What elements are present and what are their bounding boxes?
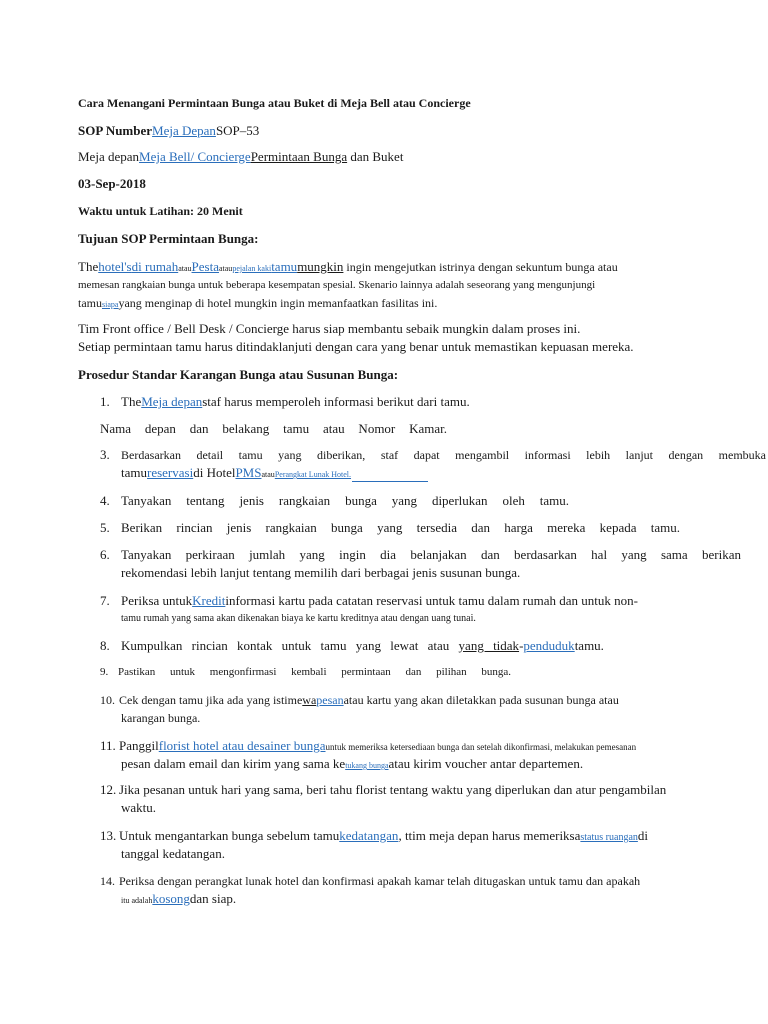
purpose-text: mungkin xyxy=(297,259,344,274)
message-link[interactable]: pesan xyxy=(316,693,344,707)
list-item-14-line-1: Periksa dengan perangkat lunak hotel dan konfirmasi apakah kamar telah ditugaskan untuk tamu dan apakah xyxy=(119,874,641,888)
item-text: dan siap. xyxy=(189,891,237,906)
room-status-link[interactable]: status ruangan xyxy=(580,832,638,843)
item-text: untuk memeriksa ketersediaan bunga dan setelah dikonfirmasi, melakukan pemesanan xyxy=(325,742,637,752)
item-text: tamu xyxy=(121,465,147,480)
item-text: pesan dalam email dan kirim yang sama ke xyxy=(121,756,346,771)
purpose-line-3 xyxy=(78,295,437,313)
purpose-line-1 xyxy=(78,259,618,277)
pms-link[interactable]: PMS xyxy=(235,465,262,480)
purpose-text: yang menginap di hotel mungkin ingin memanfaatkan fasilitas ini. xyxy=(118,296,438,310)
list-item-13-line-1 xyxy=(119,828,648,846)
item-text: atau xyxy=(261,470,275,479)
item-text: Periksa untuk xyxy=(121,593,193,608)
purpose-text: tamu xyxy=(78,296,102,310)
list-number: 8. xyxy=(100,638,110,653)
item-text: atau kirim voucher antar departemen. xyxy=(388,756,584,771)
item-text: tamu. xyxy=(574,638,604,653)
whom-link[interactable]: siapa xyxy=(102,300,119,309)
list-item-4: Tanyakan tentang jenis rangkaian bunga yang diperlukan oleh tamu. xyxy=(121,493,569,508)
list-item-3-line-1: Berdasarkan detail tamu yang diberikan, staf dapat mengambil informasi lebih lanjut dengan membuka xyxy=(121,448,766,462)
item-text: - xyxy=(519,638,524,653)
list-number: 12. xyxy=(100,782,117,797)
list-number: 6. xyxy=(100,547,110,562)
resident-link[interactable]: penduduk xyxy=(523,638,575,653)
item-text: di xyxy=(637,828,649,843)
list-item-11-line-1 xyxy=(119,738,636,755)
list-number: 9. xyxy=(100,666,109,678)
list-item-10-line-2: karangan bunga. xyxy=(121,711,201,725)
item-text: , ttim meja depan harus memeriksa xyxy=(398,828,581,843)
list-item-12-line-1: Jika pesanan untuk hari yang sama, beri tahu florist tentang waktu yang diperlukan dan atur pengambilan xyxy=(119,782,667,797)
list-item-11-line-2 xyxy=(121,756,583,774)
flower-request-text: Permintaan Bunga xyxy=(250,149,348,164)
list-item-7-line-2: tamu rumah yang sama akan dikenakan biaya ke kartu kreditnya atau dengan uang tunai. xyxy=(121,613,476,624)
list-item-12-line-2: waktu. xyxy=(121,800,157,815)
credit-link[interactable]: Kredit xyxy=(192,593,226,608)
in-house-link[interactable]: di rumah xyxy=(131,259,179,274)
florist-link[interactable]: florist hotel atau desainer bunga xyxy=(158,738,326,753)
party-link[interactable]: Pesta xyxy=(191,259,219,274)
training-time: Waktu untuk Latihan: 20 Menit xyxy=(78,204,243,218)
department-line xyxy=(78,149,403,165)
florist-small-link[interactable]: tukang bunga xyxy=(345,761,389,770)
arrival-link[interactable]: kedatangan xyxy=(339,828,399,843)
front-desk-link[interactable]: Meja Depan xyxy=(152,123,216,138)
list-item-7-line-1 xyxy=(121,593,638,609)
list-number: 14. xyxy=(100,874,115,888)
item-text: informasi kartu pada catatan reservasi untuk tamu dalam rumah dan untuk non- xyxy=(225,593,638,608)
front-desk-link[interactable]: Meja depan xyxy=(141,394,203,409)
list-item-1 xyxy=(121,394,470,410)
hotel-software-link[interactable]: Perangkat Lunak Hotel. xyxy=(274,470,352,479)
reservation-link[interactable]: reservasi xyxy=(147,465,194,480)
item-text: itu adalah xyxy=(121,896,153,905)
item-text: atau kartu yang akan diletakkan pada susunan bunga atau xyxy=(343,693,619,707)
bell-concierge-link[interactable]: Meja Bell/ Concierge xyxy=(139,149,251,164)
list-number: 4. xyxy=(100,493,110,508)
link-underline xyxy=(352,481,428,482)
purpose-text: The xyxy=(78,259,99,274)
item-text: di Hotel xyxy=(193,465,236,480)
purpose-line-2: memesan rangkaian bunga untuk beberapa kesempatan spesial. Skenario lainnya adalah seseorang yang mengunjungi xyxy=(78,279,596,291)
list-item-6-line-1: Tanyakan perkiraan jumlah yang ingin dia belanjakan dan berdasarkan hal yang sama berikan xyxy=(121,547,741,562)
item-text: Panggil xyxy=(119,738,159,753)
procedure-heading: Prosedur Standar Karangan Bunga atau Susunan Bunga: xyxy=(78,367,399,382)
list-item-name-room: Nama depan dan belakang tamu atau Nomor Kamar. xyxy=(100,421,447,436)
list-item-6-line-2: rekomendasi lebih lanjut tentang memilih dari berbagai jenis susunan bunga. xyxy=(121,565,521,580)
item-text: Cek dengan tamu jika ada yang istime xyxy=(119,693,303,707)
list-number: 3. xyxy=(100,447,110,462)
list-number: 7. xyxy=(100,593,110,608)
purpose-text: atau xyxy=(218,264,233,273)
purpose-heading: Tujuan SOP Permintaan Bunga: xyxy=(78,231,259,246)
guest-link[interactable]: tamu xyxy=(271,259,298,274)
walk-in-link[interactable]: pejalan kaki xyxy=(232,264,272,273)
list-number: 11. xyxy=(100,738,116,753)
purpose-text: ingin mengejutkan istrinya dengan sekuntum bunga atau xyxy=(343,260,618,274)
list-number: 5. xyxy=(100,520,110,535)
list-item-8 xyxy=(121,638,604,654)
list-item-9: Pastikan untuk mengonfirmasi kembali permintaan dan pilihan bunga. xyxy=(118,666,511,678)
item-text: Untuk mengantarkan bunga sebelum tamu xyxy=(119,828,340,843)
sop-number-line xyxy=(78,123,259,139)
list-item-10-line-1 xyxy=(119,692,619,708)
item-text: wa xyxy=(302,693,317,707)
list-number: 10. xyxy=(100,693,115,707)
list-item-13-line-2: tanggal kedatangan. xyxy=(121,846,225,861)
item-text: The xyxy=(121,394,142,409)
document-title: Cara Menangani Permintaan Bunga atau Buket di Meja Bell atau Concierge xyxy=(78,96,471,110)
item-text: staf harus memperoleh informasi berikut dari tamu. xyxy=(202,394,470,409)
list-number: 1. xyxy=(100,394,110,409)
list-number: 13. xyxy=(100,828,117,843)
bouquet-text: dan Buket xyxy=(347,149,404,164)
list-item-5: Berikan rincian jenis rangkaian bunga yang tersedia dan harga mereka kepada tamu. xyxy=(121,520,680,535)
sop-number-label: SOP Number xyxy=(78,123,153,138)
department-text: Meja depan xyxy=(78,149,140,164)
vacant-link[interactable]: kosong xyxy=(152,891,190,906)
purpose-text: atau xyxy=(178,264,192,273)
list-item-3-line-2 xyxy=(121,465,351,483)
sop-code: SOP–53 xyxy=(215,123,260,138)
item-text: Kumpulkan rincian kontak untuk tamu yang lewat atau xyxy=(121,638,459,653)
team-line-1: Tim Front office / Bell Desk / Concierge harus siap membantu sebaik mungkin dalam proses ini. xyxy=(78,321,581,336)
document-date: 03-Sep-2018 xyxy=(78,176,146,191)
list-item-14-line-2 xyxy=(121,891,236,909)
team-line-2: Setiap permintaan tamu harus ditindaklanjuti dengan cara yang benar untuk memastikan kepuasan mereka. xyxy=(78,339,634,354)
item-text: yang tidak xyxy=(458,638,520,653)
hotel-link[interactable]: hotel's xyxy=(98,259,132,274)
